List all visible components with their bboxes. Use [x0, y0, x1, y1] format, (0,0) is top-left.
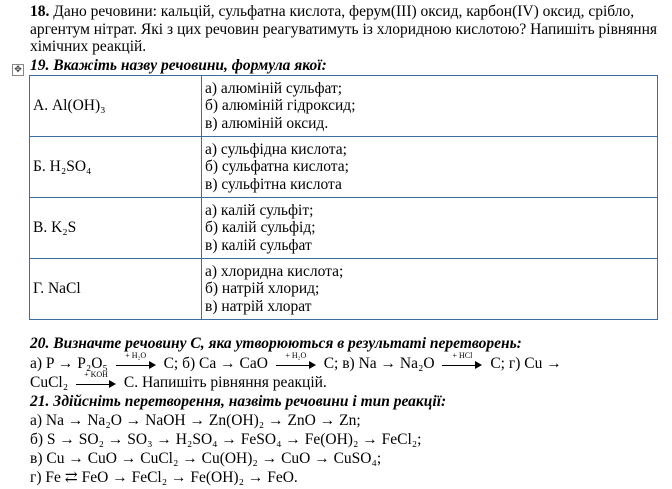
option: в) сульфітна кислота: [205, 175, 342, 193]
table-cell-label: В. K₂S: [30, 198, 202, 259]
option: а) алюміній сульфат;: [205, 79, 343, 97]
task-19-title: 19. Вкажіть назву речовини, формула якої:: [30, 57, 327, 74]
scheme-d-end: C. Напишіть рівняння реакцій.: [123, 374, 327, 391]
table-cell-label: Б. H₂SO₄: [30, 137, 202, 198]
table-row: [30, 76, 658, 137]
scheme-a-start: а) P → P₂O₅: [30, 355, 108, 372]
task-21-line: в) Cu → CuO → CuCl₂ → Cu(OH)₂ → CuO → CuSO₄;: [30, 450, 382, 467]
scheme-d2-start: CuCl₂: [30, 374, 69, 391]
option: в) натрій хлорат: [205, 297, 312, 315]
option: а) хлоридна кислота;: [205, 262, 344, 280]
arrow-icon: [276, 351, 316, 370]
arrow-label: + H₂O: [125, 351, 147, 361]
arrow-label: + HCl: [452, 351, 473, 361]
option: б) натрій хлорид;: [205, 280, 320, 298]
table-cell-options: [202, 259, 658, 320]
task-21-line: б) S → SO₂ → SO₃ → H₂SO₄ → FeSO₄ → Fe(OH)₂ → FeCl₂;: [30, 431, 422, 448]
arrow-icon: [76, 370, 116, 389]
task-21-line: г) Fe ⇄ FeO → FeCl₂ → Fe(OH)₂ → FeO.: [30, 469, 298, 486]
table-cell-options: [202, 76, 658, 137]
scheme-c-end: C;: [490, 355, 505, 372]
arrow-label: + KOH: [84, 370, 108, 380]
table-cell-label: Г. NaCl: [30, 259, 202, 320]
option: б) алюміній гідроксид;: [205, 97, 356, 115]
scheme-c-start: в) Na → Na₂O: [342, 355, 435, 372]
task-18: [30, 3, 662, 56]
arrow-icon: [116, 351, 156, 370]
task-18-number: 18.: [30, 3, 50, 20]
scheme-b-end: C;: [323, 355, 339, 372]
table-cell-options: [202, 137, 658, 198]
scheme-a-end: C;: [163, 355, 179, 372]
task-20-line-1: [30, 351, 562, 373]
option: а) калій сульфіт;: [205, 201, 314, 219]
table-move-handle-icon[interactable]: ✥: [12, 64, 24, 76]
scheme-d-start: г) Cu →: [508, 355, 562, 372]
arrow-label: + H₂O: [285, 351, 307, 361]
option: б) калій сульфід;: [205, 219, 316, 237]
task-21-line: а) Na → Na₂O → NaOH → Zn(OH)₂ → ZnO → Zn;: [30, 412, 361, 429]
table-cell-options: [202, 198, 658, 259]
task-20-title: 20. Визначте речовину С, яка утворюються в результаті перетворень:: [30, 335, 522, 352]
option: в) алюміній оксид.: [205, 114, 329, 132]
option: в) калій сульфат: [205, 236, 312, 254]
task-21-title: 21. Здійсніть перетворення, назвіть речовини і тип реакції:: [30, 393, 447, 410]
arrow-icon: [442, 351, 482, 370]
task-19-table: [29, 75, 658, 320]
scheme-b-start: б) Ca → CaO: [182, 355, 268, 372]
table-row: [30, 198, 658, 259]
option: б) сульфатна кислота;: [205, 158, 349, 176]
table-row: [30, 259, 658, 320]
option: а) сульфідна кислота;: [205, 140, 347, 158]
task-18-text: Дано речовини: кальцій, сульфатна кислота, ферум(III) оксид, карбон(IV) оксид, срібло, аргентум нітрат. Які з цих речовин реагуватимуть із хлоридною кислотою? Напишіть рівняння хімічних реакцій.: [30, 3, 658, 55]
table-cell-label: А. Al(OH)₃: [30, 76, 202, 137]
table-row: [30, 137, 658, 198]
task-20-line-2: [30, 370, 327, 392]
